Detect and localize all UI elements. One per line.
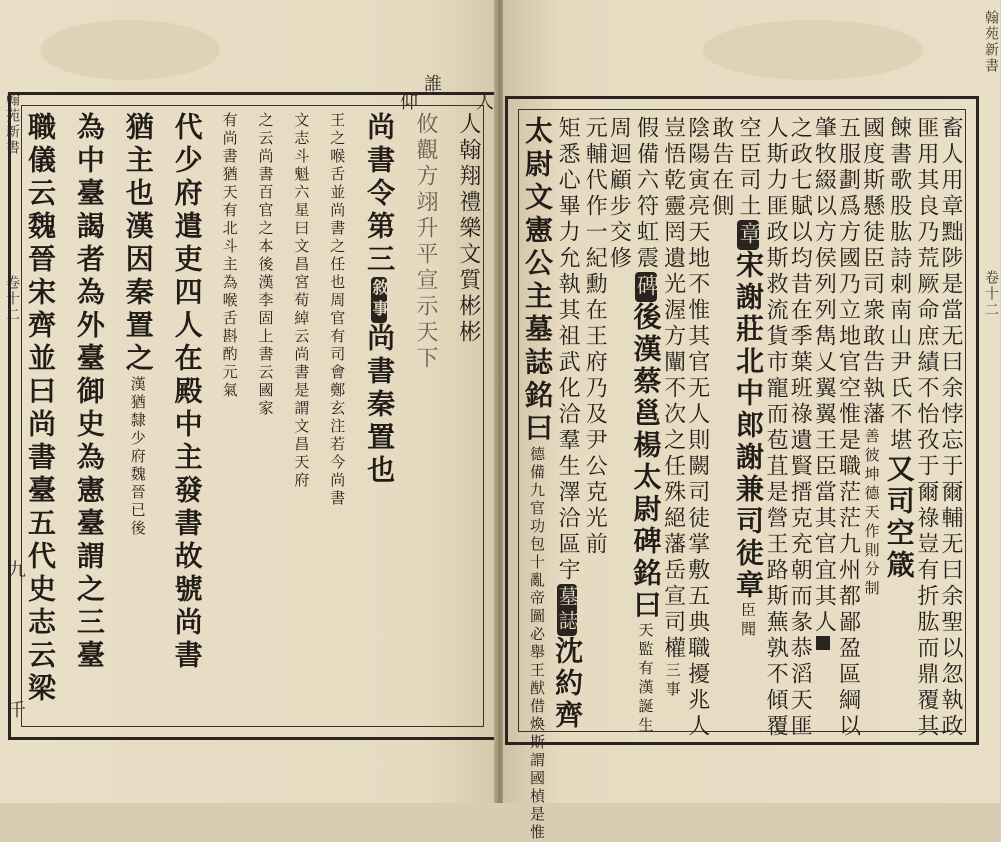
above-frame-char-3: 仰 (397, 92, 418, 113)
text-column (662, 116, 684, 725)
main-text: 猶主也漢因秦置之 (121, 112, 155, 376)
main-text: 國度斯懸徒臣司衆敢告執藩 (859, 116, 885, 428)
text-column (121, 112, 155, 720)
left-columns (26, 112, 479, 720)
main-text: 假備六符虹震 (633, 116, 659, 272)
left-page (0, 0, 497, 803)
epitaph-marker: 墓誌 (555, 586, 580, 634)
left-edge-title: 翰苑新書 (4, 92, 20, 156)
text-column: 敢告在側 (708, 116, 734, 220)
inline-annotation: 臣聞 (739, 602, 757, 640)
text-column: 人翰翔禮樂文質彬彬 (455, 112, 481, 346)
right-edge-volume: 卷十二 (983, 270, 999, 318)
text-column: 陰陽寅亮天地不惟其官无人則闕司徒掌敷五典職擾兆人 (684, 116, 710, 740)
inline-annotation: 德備九官功包十亂帝圖必舉王猷借煥斯謂國楨是惟 (528, 446, 546, 842)
text-column: 五服劃爲方國乃立地官空惟是職茫茫九州都鄙盈區綱以 (835, 116, 861, 740)
text-column: 匪用其良乃荒厥命庶績不怡孜于爾祿豈有折肱而鼎覆其 (913, 116, 939, 740)
text-column: 職儀云魏晉宋齊並曰尚書臺五代史志云梁 (24, 112, 57, 706)
left-edge-volume: 卷十二 (4, 275, 20, 323)
text-column: 為中臺謁者為外臺御史為憲臺謂之三臺 (72, 112, 106, 673)
right-edge-title: 翰苑新書 (983, 10, 999, 74)
text-column: 之政七賦以均昔在季葉班祿遺賢搢克充朝而彖恭滔天匪 (787, 116, 813, 740)
text-column (629, 116, 663, 736)
text-column: 攸觀方翊升平宣示天下 (413, 112, 439, 372)
main-text: 太尉文憲公主墓誌銘曰 (521, 116, 554, 446)
main-text: 矩悉心畢力允執其祖武化洽羣生澤洽區宇 (555, 116, 581, 584)
text-column (811, 116, 837, 725)
text-column (732, 116, 765, 725)
above-frame-char-2: 誰 (421, 74, 442, 95)
epitaph-title: 沈約齊 (551, 636, 585, 732)
text-column (521, 116, 554, 842)
section-heading-column (363, 112, 397, 720)
left-text-frame (8, 92, 497, 740)
main-text: 肇牧綴以方侯列列雋乂翼翼王臣當其官宜其人 (811, 116, 837, 636)
memorial-marker: 章 (736, 222, 761, 248)
text-column: 人斯力匪政斯救流貨市寵而苞苴是營王路斯蕪孰不傾覆 (763, 116, 789, 740)
main-text: 餗書歌股肱詩刺南山尹氏不堪 (886, 116, 912, 454)
text-column: 周迴顧步交修 (606, 116, 632, 272)
inline-annotation: 漢猶隸少府魏晉已後 (128, 376, 147, 538)
stele-marker: 碑 (633, 274, 659, 300)
text-column (882, 116, 916, 725)
inline-annotation: 三事 (663, 662, 682, 700)
annotation-column: 有尚書猶天有北斗主為喉舌斟酌元氣 (220, 112, 239, 400)
left-edge-bottom-mark: 千 (5, 700, 26, 720)
ink-blot (816, 636, 830, 650)
text-column: 元輔代作一紀勳在王府乃及尹公克光前 (582, 116, 608, 558)
annotation-column: 王之喉舌並尚書之任也周官有司會鄭玄注若今尚書 (328, 112, 347, 508)
text-column: 代少府遣吏四人在殿中主發書故號尚書 (170, 112, 204, 673)
text-column (551, 116, 585, 732)
heading-continuation: 尚書秦置也 (363, 323, 397, 488)
right-inner-border (518, 109, 966, 842)
annotation-column: 之云尚書百官之本後漢李固上書云國家 (256, 112, 275, 418)
memorial-title: 宋謝莊北中郎謝兼司徒章 (732, 250, 765, 602)
main-text: 空臣司土 (736, 116, 761, 220)
left-edge-leaf-number: 九 (5, 560, 26, 580)
above-frame-char-1: 人 (473, 92, 494, 113)
main-text: 豈悟乾靈罔遺光渥方闡不次之任殊絕藩岳宣司權 (660, 116, 686, 662)
narrative-marker: 敘事 (370, 279, 390, 321)
paper-stain (703, 20, 923, 80)
right-text-frame (505, 96, 979, 842)
inline-annotation: 善彼坤德天作則分制 (862, 428, 881, 599)
stele-title: 後漢蔡邕楊太尉碑銘曰 (629, 302, 663, 622)
text-column: 畜人用章黜陟是當无曰余悖忘于爾輔无曰余聖以忽執政 (938, 116, 963, 740)
inline-annotation: 天監有漢誕生 (636, 622, 655, 736)
text-column (861, 116, 883, 725)
inscription-title: 又司空箴 (882, 454, 916, 582)
right-columns (521, 116, 963, 842)
left-inner-border (21, 105, 484, 727)
annotation-column: 文志斗魁六星曰文昌宮荀綽云尚書是謂文昌天府 (292, 112, 311, 490)
section-heading: 尚書令第三 (363, 112, 397, 277)
paper-stain (40, 20, 220, 80)
